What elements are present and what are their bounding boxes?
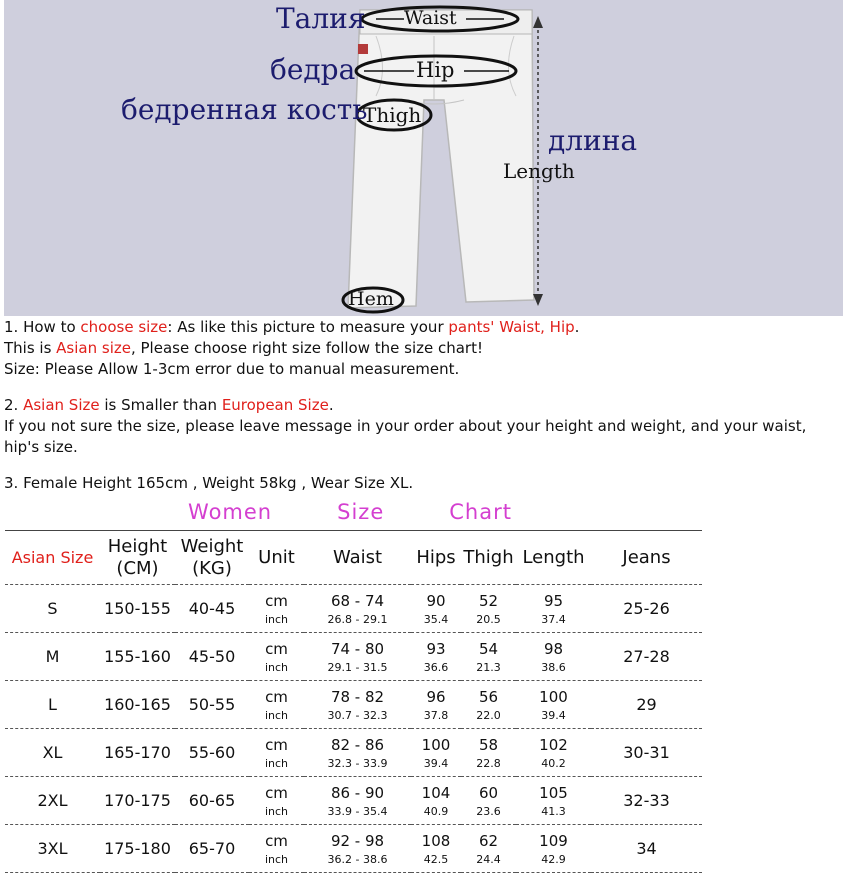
cell-length: 109 42.9 [539, 831, 568, 866]
cell-thigh: 60 23.6 [476, 783, 501, 818]
cell-height: 160-165 [104, 695, 171, 714]
cell-hips: 104 40.9 [421, 783, 451, 818]
cell-hips: 93 36.6 [423, 639, 449, 674]
ru-label-length: длина [548, 124, 638, 157]
cell-size: L [48, 695, 57, 714]
en-label-hem: Hem [348, 288, 394, 310]
cell-size: XL [42, 743, 63, 762]
note-3: Size: Please Allow 1-3cm error due to manual measurement. [4, 360, 460, 378]
cell-hips: 100 39.4 [421, 735, 451, 770]
cell-weight: 65-70 [188, 839, 236, 858]
en-label-thigh: Thigh [363, 103, 422, 127]
ru-label-thigh: бедренная кость [121, 93, 368, 126]
cell-length: 98 38.6 [541, 639, 566, 674]
cell-height: 155-160 [104, 647, 171, 666]
en-label-waist: Waist [404, 7, 457, 29]
cell-size: 2XL [37, 791, 68, 810]
cell-jeans: 29 [636, 695, 657, 714]
notes-block-2 [4, 395, 840, 458]
cell-weight: 55-60 [188, 743, 236, 762]
cell-weight: 45-50 [188, 647, 236, 666]
header-waist: Waist [304, 531, 411, 585]
cell-waist: 68 - 74 26.8 - 29.1 [327, 591, 388, 626]
note-5: If you not sure the size, please leave message in your order about your height and weight, and your waist, hip's size. [4, 417, 807, 456]
cell-waist: 86 - 90 33.9 - 35.4 [327, 783, 388, 818]
cell-waist: 74 - 80 29.1 - 31.5 [327, 639, 388, 674]
cell-hips: 108 42.5 [421, 831, 451, 866]
pants-drawing [4, 0, 843, 316]
cell-length: 100 39.4 [539, 687, 568, 722]
cell-hips: 90 35.4 [423, 591, 449, 626]
cell-jeans: 27-28 [623, 647, 670, 666]
cell-weight: 60-65 [188, 791, 236, 810]
cell-weight: 50-55 [188, 695, 236, 714]
header-unit: Unit [249, 531, 304, 585]
cell-waist: 82 - 86 32.3 - 33.9 [327, 735, 388, 770]
cell-height: 170-175 [104, 791, 171, 810]
cell-length: 105 41.3 [539, 783, 568, 818]
cell-thigh: 54 21.3 [476, 639, 501, 674]
table-row [5, 585, 702, 633]
cell-unit: cm inch [264, 735, 289, 770]
header-thigh: Thigh [461, 531, 516, 585]
cell-jeans: 34 [636, 839, 657, 858]
cell-unit: cm inch [264, 591, 289, 626]
cell-size: 3XL [37, 839, 68, 858]
cell-waist: 78 - 82 30.7 - 32.3 [327, 687, 388, 722]
cell-weight: 40-45 [188, 599, 236, 618]
cell-jeans: 30-31 [623, 743, 670, 762]
size-chart-table [5, 530, 702, 873]
cell-jeans: 25-26 [623, 599, 670, 618]
table-row [5, 633, 702, 681]
table-row [5, 777, 702, 825]
cell-height: 175-180 [104, 839, 171, 858]
cell-thigh: 56 22.0 [476, 687, 501, 722]
cell-unit: cm inch [264, 687, 289, 722]
cell-unit: cm inch [264, 783, 289, 818]
header-jeans: Jeans [591, 531, 702, 585]
cell-unit: cm inch [264, 639, 289, 674]
cell-length: 95 37.4 [541, 591, 566, 626]
header-weight: Weight (KG) [175, 531, 249, 585]
en-label-length: Length [503, 159, 575, 183]
header-length: Length [516, 531, 591, 585]
cell-thigh: 62 24.4 [476, 831, 501, 866]
chart-title: Women Size Chart [188, 500, 512, 524]
header-height: Height (CM) [100, 531, 175, 585]
cell-size: S [47, 599, 58, 618]
ru-label-hip: бедра [270, 53, 356, 86]
cell-thigh: 58 22.8 [476, 735, 501, 770]
note-1: 1. How to choose size: As like this picture to measure your pants' Waist, Hip. [4, 318, 580, 336]
note-6: 3. Female Height 165cm , Weight 58kg , Wear Size XL. [4, 474, 414, 492]
note-2: This is Asian size, Please choose right size follow the size chart! [4, 339, 483, 357]
notes-block-3 [4, 473, 840, 494]
header-asian-size: Asian Size [5, 531, 100, 585]
note-4: 2. Asian Size is Smaller than European Size. [4, 396, 334, 414]
table-header-row [5, 531, 702, 585]
table-row [5, 681, 702, 729]
cell-height: 150-155 [104, 599, 171, 618]
notes-block-1 [4, 317, 840, 380]
en-label-hip: Hip [416, 58, 455, 82]
cell-size: M [45, 647, 60, 666]
cell-thigh: 52 20.5 [476, 591, 501, 626]
header-hips: Hips [411, 531, 461, 585]
table-row [5, 729, 702, 777]
cell-unit: cm inch [264, 831, 289, 866]
cell-height: 165-170 [104, 743, 171, 762]
ru-label-waist: Талия [276, 2, 366, 35]
cell-waist: 92 - 98 36.2 - 38.6 [327, 831, 388, 866]
pants-measurement-illustration [4, 0, 843, 316]
table-row [5, 825, 702, 873]
cell-hips: 96 37.8 [423, 687, 449, 722]
cell-length: 102 40.2 [539, 735, 568, 770]
cell-jeans: 32-33 [623, 791, 670, 810]
